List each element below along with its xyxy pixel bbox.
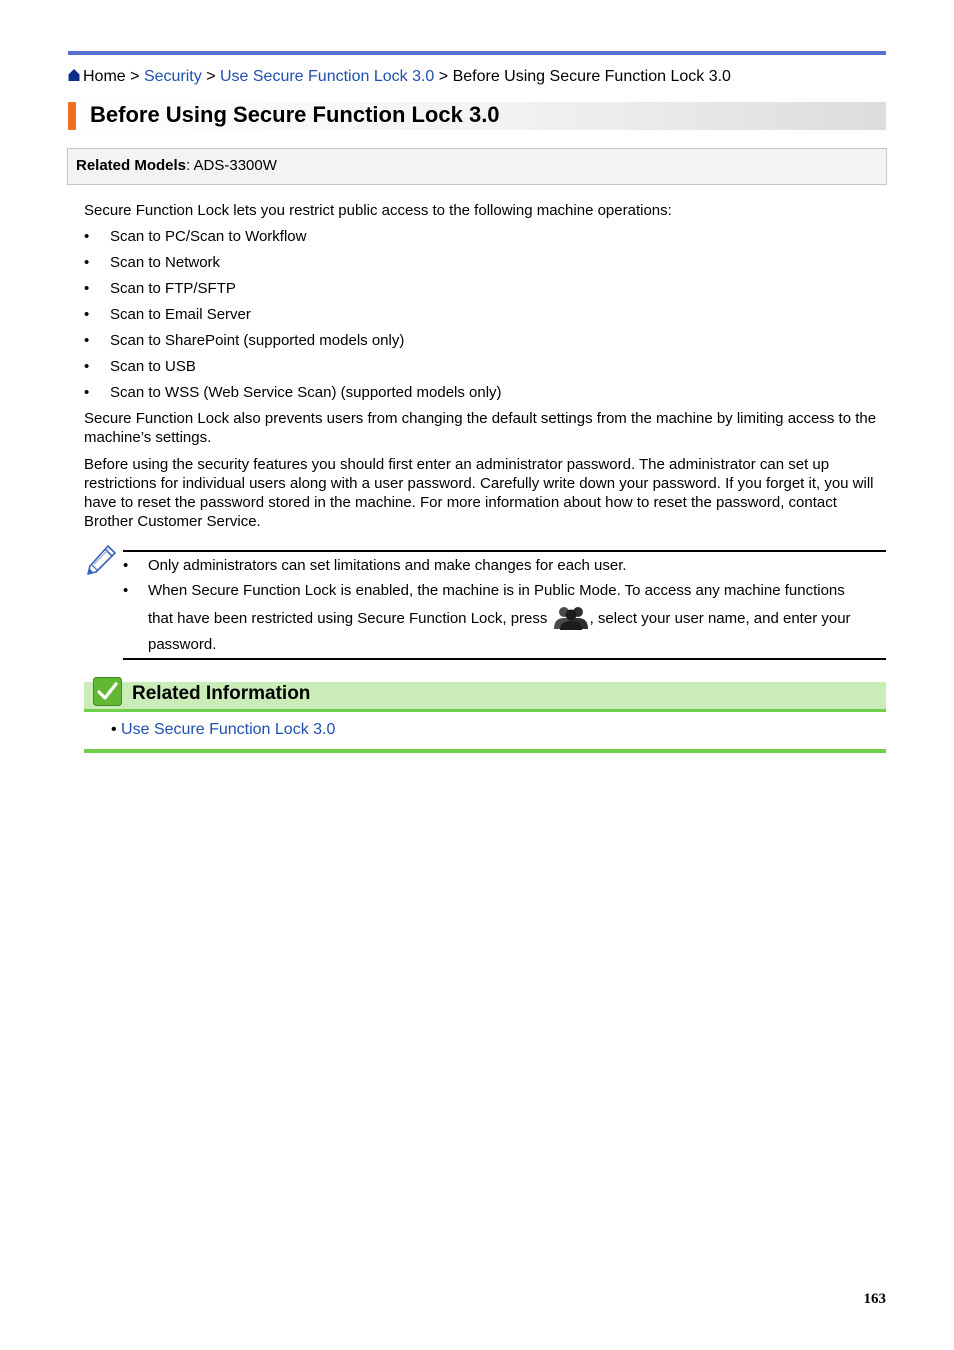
list-item: • Scan to FTP/SFTP [84,279,886,305]
list-item: • Scan to WSS (Web Service Scan) (supported models only) [84,383,886,409]
breadcrumb-separator: > [130,68,140,85]
breadcrumb [68,67,731,87]
list-item: • Scan to USB [84,357,886,383]
list-item: • Scan to SharePoint (supported models only) [84,331,886,357]
related-models-label: Related Models [76,157,187,174]
users-icon [552,604,590,630]
home-icon[interactable] [68,68,80,82]
related-models-text [76,157,277,175]
bullet: • [111,721,122,738]
settings-paragraph: Secure Function Lock also prevents users from changing the default settings from the machine by limiting access to the machine’s settings. [84,410,877,446]
breadcrumb-parent-link[interactable]: Use Secure Function Lock 3.0 [219,68,435,85]
related-information-title: Related Information [132,683,311,704]
note-list [123,556,873,658]
title-accent [68,102,76,130]
related-link-item [111,720,335,740]
related-link[interactable]: Use Secure Function Lock 3.0 [121,721,336,738]
top-rule [68,51,886,55]
note-item-text: When Secure Function Lock is enabled, the machine is in Public Mode. To access any machine functions that have been restricted using Secure Function Lock, press [148,582,845,627]
pencil-icon [86,544,118,576]
breadcrumb-home[interactable]: Home [83,68,126,85]
note-top-rule [123,550,886,552]
password-paragraph: Before using the security features you should first enter an administrator password. The administrator can set up restrictions for individual users along with a user password. Carefully write down your password. If you forget it, you will have to reset the password stored in the machine. For more information about how to reset the password, contact Brother Customer Service. [84,456,874,530]
operations-list [84,227,886,409]
related-models-box [67,148,887,185]
page-title-bar [68,102,886,130]
breadcrumb-separator: > [206,68,216,85]
related-models-value: : ADS-3300W [186,157,277,174]
related-information-end-rule [84,749,886,753]
list-item: • Scan to Network [84,253,886,279]
page-title: Before Using Secure Function Lock 3.0 [90,102,500,127]
note-bottom-rule [123,658,886,660]
list-item: • Scan to Email Server [84,305,886,331]
related-information-rule [84,709,886,712]
breadcrumb-separator: > [438,68,449,85]
note-item-text: , select your user name, and enter your password. [148,610,851,653]
intro-paragraph: Secure Function Lock lets you restrict public access to the following machine operations: [84,202,672,219]
breadcrumb-security-link[interactable]: Security [143,68,202,85]
main-content [84,201,886,539]
breadcrumb-current: Before Using Secure Function Lock 3.0 [452,68,731,85]
page-number: 163 [863,1291,886,1307]
list-item: • Scan to PC/Scan to Workflow [84,227,886,253]
note-item [123,578,873,658]
checkmark-icon [93,677,122,706]
note-item: • Only administrators can set limitations and make changes for each user. [123,556,873,581]
